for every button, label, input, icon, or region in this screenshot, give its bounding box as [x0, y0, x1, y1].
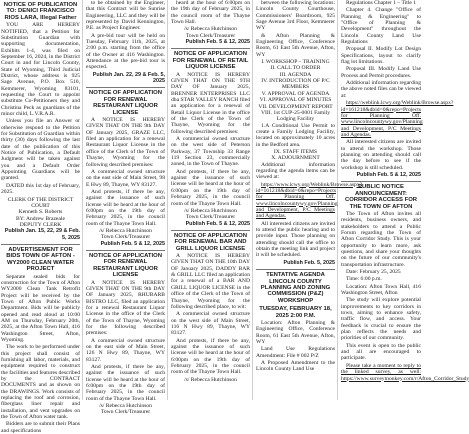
agenda-item: IV. INTRODUCTION OF P/C MEMBERS: [261, 78, 330, 91]
column-1: [1, 0, 83, 434]
notice-paragraph: And protests, if there be any, against the issuance of such license will be heard at the hour of 6:00pm on the 19th day of February 2025, in the council room of the Thayne Town Hall.: [86, 364, 165, 402]
column-3: [171, 0, 253, 400]
liquor-license-notice-rhubarb: [86, 253, 165, 416]
notice-paragraph: Chapter 4. Change "Office of Planning & Engineering" to "Office of Planning & Development" throughout the Lincoln County Land Use Regulations: [341, 7, 421, 46]
publish-dates: Publish Jan. 22, 29 & Feb. 5, 2025: [92, 71, 165, 85]
newspaper-legal-notices-page: [1, 0, 469, 434]
notice-signature: /s/ Rebecca Hutchinson: [99, 403, 152, 410]
notice-paragraph: And protests, if there be any, against the issuance of such license will be heard at the hour of 6:00pm on the 19th day of February 2025, in the council room of the Thayne Town Hall.: [86, 188, 165, 227]
notice-signature: Kenneth S. Roberts: [18, 209, 63, 216]
notice-signature: /s/ Rebecca Hutchinson: [184, 26, 237, 33]
notice-paragraph: Additional information regarding the above noted files can be viewed at:: [341, 80, 421, 99]
tentative-agenda-workshop: [256, 272, 335, 373]
agenda-item: X. ADJOURNMENT: [271, 155, 320, 162]
notice-paragraph: A commercial owned structure on the west side of Main Street, 116 N Hwy 89, Thayne, WY 83127.: [171, 311, 250, 337]
notice-signature: Town Clerk/Treasurer: [185, 214, 236, 221]
notice-paragraph: A NOTICE IS HEREBY GIVEN THAT ON THE 9TH DAY OF January 2025, BRENNER ENTERPRISES LLC dba STAR VALLEY RANCH filed an application for a renewal of Retail Liquor License in the office of the Clerk of the Town of Thayne, Wyoming for the following described premises:: [171, 71, 250, 135]
publish-dates: Publish Feb. 5 & 12, 2025: [185, 39, 250, 46]
publish-dates: Publish Feb. 5, 2025: [283, 259, 335, 266]
notice-title: NOTICE OF APPLICATION FOR RENEWAL RESTAURANT LIQUOR LICENSE: [89, 252, 162, 279]
notice-paragraph: Location: Afton Planning & Engineering Office, Conference Room, 61 East 5th Avenue, Afton, WY: [256, 319, 335, 345]
notice-signature: CLERK OF THE DISTRICT COURT: [7, 196, 74, 209]
notice-paragraph: YOU ARE HEREBY NOTIFIED, that a Petition for Substitution Guardian with supporting documentation, Exhibits 1-4, was filed on September 16, 2024, in the District Court in and for Lincoln County, State of Wyoming, Third Judicial District, whose address is 925 Sage Avenue, P.O. Box 510, Kemmerer, Wyoming 83101, requesting the Court to appoint substitute Co-Petitioners they and Christina Peck as guardians of the minor child, L.V.R.A.R.: [1, 22, 80, 118]
notice-paragraph: Proposal III. Modify Land Use Process and Permit procedures.: [341, 66, 421, 79]
bar-and-grill-license-notice: [171, 233, 250, 383]
notice-paragraph: Proposal II. Modify Lot Design Specifications, layout to clarify flag lot limitations.: [341, 46, 421, 66]
notice-signature: DEPUTY CLERK: [19, 221, 62, 228]
notice-divider: [171, 48, 250, 49]
notice-date: TUESDAY, FEBRUARY 18, 2025 2:00 P.M.: [259, 306, 332, 319]
notice-paragraph: Land Use Regulations Amendment: File # 002 P/Z: [256, 346, 335, 359]
notice-title: PUBLIC NOTICE ANNOUNCEMENT: CORRIDOR ACCESS FOR THE TOWN OF AFTON: [344, 184, 418, 210]
notice-title: NOTICE OF PUBLICATION TO: DENICI FRANCISCO RIOS LARA, Illegal Father: [3, 2, 78, 21]
notice-divider: [86, 250, 165, 251]
liquor-license-notice-continued: [171, 0, 250, 45]
survey-link[interactable]: Please take a moment to reply to the linked survey, as well: https://www.surveymonkey.com/r/Afton_Corridor_Study: [341, 362, 469, 382]
notice-paragraph: A commercial owned structure on the east side of Main Street, 98 E Hwy 89, Thayne, WY 83127.: [86, 168, 165, 188]
agenda-item: V. APPROVAL OF AGENDA: [261, 90, 330, 97]
notice-paragraph: A NOTICE IS HEREBY GIVEN THAT ON THE 9th DAY OF January 2025, RHUBARB BISTRO LLC, filed an application for a renewal Restaurant Liquor License in the office of the Clerk of the Town of Thayne, Wyoming for the following described premises:: [86, 279, 165, 337]
notice-paragraph: A commercial owned structure on the west side of Peterson Parkway, 37 Township 33 Range 119 Section 23, commercially zoned, in the Town of Thayne.: [171, 136, 250, 168]
agenda-item: III. AGENDA: [279, 71, 312, 78]
notice-signature: Town Clerk/Treasurer: [185, 32, 236, 39]
notice-paragraph: A Proposed Amendment to the Lincoln County Land Use: [256, 360, 335, 373]
notice-paragraph: The study will explore potential improvements to key corridors in town, aiming to enhance safety, traffic flow, and access. Your feedback is crucial to ensure the plan reflects the needs and priorities of our community.: [341, 297, 421, 342]
planning-hearing-agenda: [256, 0, 363, 266]
publish-dates: Publish Jan. 15, 22, 29 & Feb. 5, 2025: [4, 228, 80, 241]
notice-paragraph: The work to be performed under this project shall consist of furnishing all labor, materials, and equipment required to construct the facilities and features described by the CONTRACT DOCUMENTS and as shown on the DRAWINGS. Work consists of replacing the roof and corrosion, fiberglass liner repair and installation, and vent upgrades on the Town of Afton water tank.: [1, 344, 80, 421]
agenda-item: I. WORKSHOP – TRAINING: [261, 59, 330, 66]
notice-title: NOTICE OF APPLICATION FOR RENEWAL BAR AND GRILL LIQUOR LICENSE: [174, 232, 247, 252]
notice-paragraph: to be obtained by the Engineer, that this Contract will be Sunrise Engineering, LLC and they will be represented by David Kennington, P.E. as Project Engineer.: [86, 0, 165, 32]
notice-paragraph: The Town of Afton invites all residents, business owners, and stakeholders to attend a Public Forum regarding the Town of Afton Corridor Study. This is your opportunity to learn more, ask questions, and share your thoughts on the future of our community's transportation infrastructure.: [341, 210, 421, 268]
notice-paragraph: Unless you file an Answer or otherwise respond to the Petition for Substitution of Guardian within thirty (30) days following the last date of the publication of this Notice of Publication, a Default Judgment will be taken against you and a Default Order Appointing Guardians will be granted.: [1, 118, 80, 182]
notice-title: ADVERTISEMENT FOR BIDS TOWN OF AFTON - WY2000 CLEAN WATER PROJECT: [6, 246, 75, 273]
column-5: [341, 0, 469, 400]
notice-paragraph: Regulations Chapter 1 – Title 1: [346, 0, 417, 6]
agenda-item: IX. STAFF ITEMS: [273, 148, 318, 155]
notice-paragraph: Additional information regarding the agenda items can be viewed at:: [256, 161, 335, 181]
notice-of-publication: [1, 2, 80, 241]
notice-title: NOTICE OF APPLICATION FOR RENEWAL RESTAURANT LIQUOR LICENSE: [89, 90, 162, 116]
publish-dates: Publish Feb. 5 & 12, 2025: [185, 220, 250, 227]
notice-signature: /s/ Rebecca Hutchinson: [99, 227, 152, 234]
notice-signature: /s/ Rebecca Hutchinson: [184, 376, 237, 383]
notice-paragraph: A pre-bid tour will be held on Tuesday, February 11th, 2025, at 2:00 p.m. starting from the office of the Owner at 416 Washington. Attendance at the pre-bid tour is expected.: [86, 32, 165, 71]
notice-paragraph: DATED this 1st day of February, 2025.: [1, 182, 80, 196]
notice-divider: [171, 230, 250, 231]
notice-signature: BY: Andrew Brazeale: [16, 215, 65, 222]
notice-paragraph: Location: Afton Town Hall, 416 Washington Street, Afton: [341, 283, 421, 297]
agenda-item: VI. APPROVAL OF MINUTES: [259, 97, 332, 104]
notice-paragraph: A NOTICE IS HEREBY GIVEN THAT ON THE 10th DAY OF January 2025, DADDY BAR & GRILL LLC filed an application for a renewal of a BAR AND GRILL LIQUOR LICENSE in the office of the Clerk of the Town of Thayne, Wyoming for the following described place, to wit:: [171, 253, 250, 310]
notice-paragraph: A NOTICE IS HEREBY GIVEN THAT ON THE 9th DAY OF January 2025, GRAZE LLC, filed an application for a renewal Restaurant Liquor License in the office of the Clerk of the Town of Thayne, Wyoming for the following described premises:: [86, 117, 165, 168]
notice-divider: [256, 269, 335, 270]
notice-title: NOTICE OF APPLICATION FOR RENEWAL OF RETAIL LIQUOR LICENSE: [172, 51, 249, 71]
notice-signature: Town Clerk/Treasurer: [100, 409, 151, 416]
publish-dates: Publish Feb. 5 & 12, 2025: [356, 171, 421, 178]
notice-paragraph: All interested citizens are invited to attend the workshop. Those planning on attending should call the day before to see if the workshop is still scheduled.: [341, 139, 421, 171]
publish-dates: Publish Feb. 5 & 12, 2025: [100, 240, 165, 247]
weblink-url[interactable]: https://www.lcwy.org/Weblink/Browse.aspx?id=161218&dbid=0&repo=Projects for Planning Off. www.lincolncountywy.gov/Planning and Development, P/C Meetings and Agendas.: [256, 181, 363, 220]
notice-paragraph: Bidders are to submit their Plans and specifications: [1, 421, 80, 434]
liquor-license-notice-graze: [86, 90, 165, 247]
corridor-access-announcement: [341, 184, 469, 382]
notice-paragraph: This event is open to the public and all are encouraged to participate.: [341, 342, 421, 362]
notice-divider: [86, 87, 165, 88]
notice-divider: [341, 181, 421, 182]
notice-title: TENTATIVE AGENDA LINCOLN COUNTY PLANNING AND ZONING COMMISSION (P&Z) WORKSHOP: [260, 272, 331, 304]
column-2: [86, 0, 168, 416]
notice-paragraph: Date: February 25, 2025: [346, 269, 401, 275]
notice-paragraph: heard at the hour of 6:00pm on the 19th day of February 2025, in the council room of the Thayne Town Hall.: [171, 0, 250, 26]
tentative-agenda-continued: [341, 0, 454, 178]
weblink-url[interactable]: https://weblink.lcwy.org/Weblink/Browse.aspx?id=161218&dbid=0&repo=Projects for Planning Off. www.lincolncountywy.gov/Planning and Development, P/C Meetings and Agendas.: [341, 100, 454, 138]
notice-paragraph: All interested citizens are invited to attend the public hearing and to provide input. Those planning on attending should call the office to obtain the meeting link and project it will be scheduled.: [256, 220, 335, 259]
notice-paragraph: And protests, if there be any, against the issuance of such license will be heard at the hour of 6:00pm on the 19th day of February 2025, in the council room of the Thayne Town Hall.: [171, 168, 250, 207]
column-4: [256, 0, 363, 400]
notice-paragraph: Time: 6:00 p.m.: [346, 276, 382, 283]
retail-liquor-license-notice: [171, 51, 250, 226]
agenda-item: VII. DEVELOPMENT REPORT: [258, 103, 333, 110]
notice-paragraph: A commercial owned structure on the east side of Main Street, 126 N Hwy 89, Thayne, WY 83127.: [86, 337, 165, 363]
notice-paragraph: Separate sealed bids for construction for the Town of Afton WY2000 Clean Tank Retrofit Project will be received by the Town of Afton Public Works Department. Bids will be publicly opened and read aloud at 10:00 AM on Thursday, February 20th, 2025, at the Afton Town Hall, 416 Washington Street, Afton, Wyoming.: [1, 273, 80, 343]
notice-signature: /s/ Rebecca Hutchinson: [184, 207, 237, 214]
notice-signature: Town Clerk/Treasurer: [100, 234, 151, 241]
notice-divider: [1, 244, 80, 245]
advertisement-for-bids-continued: [86, 0, 165, 84]
agenda-item: II. CALL TO ORDER: [270, 65, 321, 72]
notice-paragraph: 1.A Conditional Use Permit to create a Family Lodging Facility, located on approximately 10 acres in the Bedford area.: [256, 122, 335, 148]
notice-paragraph: And protests, if there be any, against the issuance of such license will be heard at the hour of 6:00pm on the 19th day of February 2025, in the council room of the Thayne Town Hall.: [171, 337, 250, 376]
notice-paragraph: & Afton Planning & Engineering Office, Conference Room, 61 East 5th Avenue, Afton, WY: [256, 32, 335, 58]
agenda-item: VIII. 1st CUP-25-0001 Family Lodging Facility: [261, 109, 330, 123]
advertisement-for-bids: [1, 247, 80, 434]
notice-paragraph: between the following locations: Lincoln County Courthouse, Commissioners' Boardroom, 925 Sage Avenue 3rd Floor, Kemmerer WY: [256, 0, 335, 32]
